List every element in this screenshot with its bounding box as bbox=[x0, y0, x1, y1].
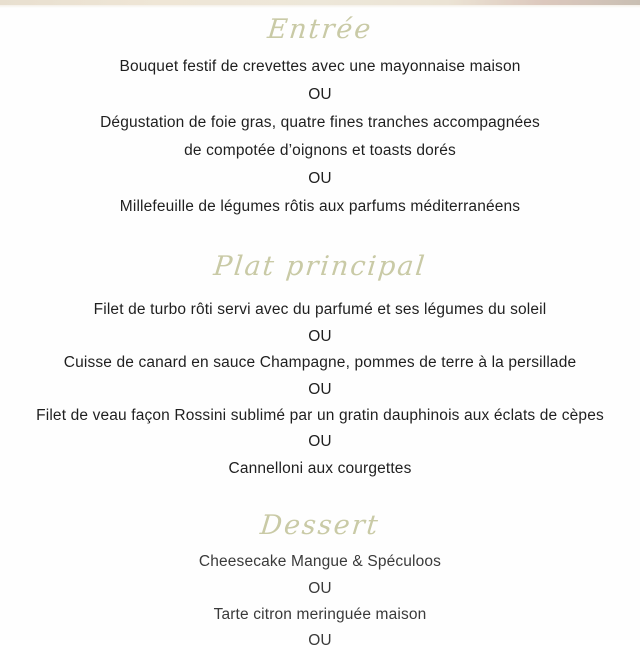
menu-item: Tarte citron meringuée maison bbox=[213, 606, 427, 623]
menu-item: Cheesecake Mangue & Spéculoos bbox=[198, 553, 442, 570]
menu-item: Bouquet festif de crevettes avec une mayonnaise maison bbox=[119, 58, 521, 75]
menu-item: Filet de turbo rôti servi avec du parfumé et ses légumes du soleil bbox=[93, 301, 547, 318]
separator-ou: OU bbox=[308, 328, 332, 345]
separator-ou: OU bbox=[308, 86, 332, 103]
separator-ou: OU bbox=[308, 580, 332, 597]
menu-item: Millefeuille de légumes rôtis aux parfums méditerranéens bbox=[119, 198, 521, 215]
separator-ou: OU bbox=[308, 170, 332, 187]
menu-item: Filet de veau façon Rossini sublimé par un gratin dauphinois aux éclats de cèpes bbox=[36, 407, 604, 424]
menu-item-continued: de compotée d’oignons et toasts dorés bbox=[184, 142, 456, 159]
menu-item: Cannelloni aux courgettes bbox=[228, 460, 412, 477]
separator-ou: OU bbox=[308, 381, 332, 398]
section-title-entree: Entrée bbox=[265, 14, 375, 45]
section-title-plat-principal: Plat principal bbox=[212, 251, 428, 282]
menu-item: Cuisse de canard en sauce Champagne, pommes de terre à la persillade bbox=[63, 354, 577, 371]
menu-item: Dégustation de foie gras, quatre fines tranches accompagnées bbox=[100, 114, 540, 131]
separator-ou: OU bbox=[308, 632, 332, 649]
section-title-dessert: Dessert bbox=[258, 510, 382, 541]
header-photo-strip bbox=[0, 0, 640, 5]
separator-ou: OU bbox=[308, 433, 332, 450]
